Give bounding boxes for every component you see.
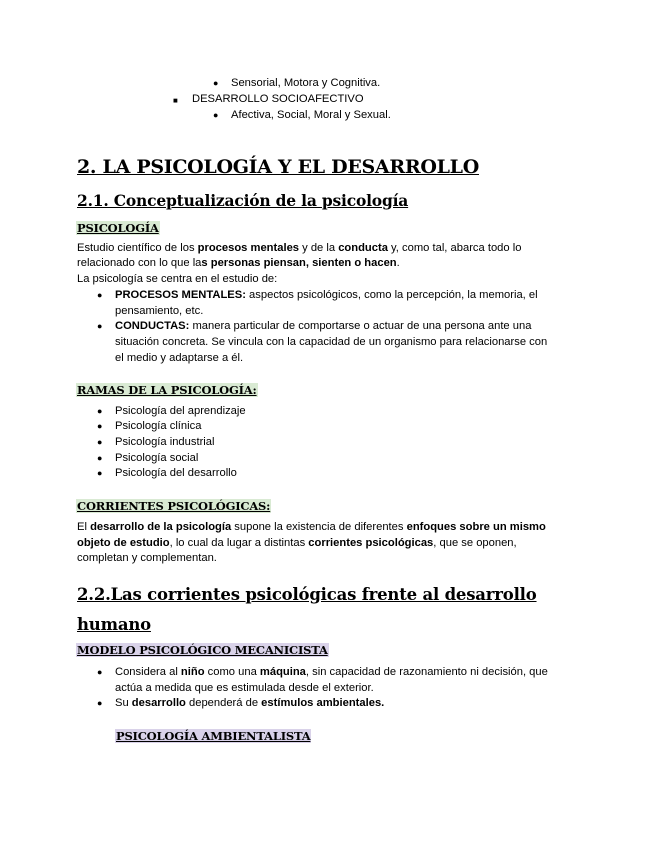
section-title: 2. LA PSICOLOGÍA Y EL DESARROLLO	[77, 156, 479, 178]
bullet-dot: ●	[97, 406, 103, 416]
bullet-dot: ●	[97, 453, 103, 463]
bullet-dot: ●	[97, 437, 103, 447]
list-item: PROCESOS MENTALES: aspectos psicológicos, como la percepción, la memoria, el	[115, 289, 538, 301]
list-item-cont: el medio y adaptarse a él.	[115, 352, 244, 364]
corrientes-line-1: El desarrollo de la psicología supone la existencia de diferentes enfoques sobre un mismo	[77, 521, 546, 533]
list-item: CONDUCTAS: manera particular de comportarse o actuar de una persona ante una	[115, 320, 532, 332]
definition-line-2: relacionado con lo que las personas piensan, sienten o hacen.	[77, 257, 400, 269]
corrientes-line-3: completan y complementan.	[77, 552, 217, 564]
list-item: Su desarrollo dependerá de estímulos ambientales.	[115, 697, 385, 709]
bullet-dot: ●	[97, 667, 103, 677]
bullet-dot: ●	[97, 698, 103, 708]
bullet-dot: ●	[97, 468, 103, 478]
list-subitem: Sensorial, Motora y Cognitiva.	[231, 77, 381, 89]
rama-item: Psicología social	[115, 452, 199, 464]
heading-psicologia: PSICOLOGÍA	[77, 221, 159, 235]
list-item: Considera al niño como una máquina, sin capacidad de razonamiento ni decisión, que	[115, 666, 548, 678]
bullet-dot: ●	[97, 321, 103, 331]
list-item-cont: actúa a medida que es estimulada desde el exterior.	[115, 682, 374, 694]
centro-line: La psicología se centra en el estudio de:	[77, 273, 278, 285]
rama-item: Psicología del aprendizaje	[115, 405, 246, 417]
rama-item: Psicología industrial	[115, 436, 215, 448]
list-subitem: Afectiva, Social, Moral y Sexual.	[231, 109, 391, 121]
bullet-dot: ●	[97, 421, 103, 431]
heading-ambientalista: PSICOLOGÍA AMBIENTALISTA	[116, 729, 311, 743]
subsection-title-cont: humano	[77, 615, 151, 634]
subsection-title: 2.1. Conceptualización de la psicología	[77, 191, 409, 210]
heading-ramas: RAMAS DE LA PSICOLOGÍA:	[77, 383, 257, 397]
bullet-square: ■	[173, 96, 178, 105]
heading-corrientes: CORRIENTES PSICOLÓGICAS:	[77, 499, 271, 513]
list-item: DESARROLLO SOCIOAFECTIVO	[192, 93, 364, 105]
bullet-dot: ●	[213, 110, 219, 120]
heading-mecanicista: MODELO PSICOLÓGICO MECANICISTA	[77, 643, 328, 657]
corrientes-line-2: objeto de estudio, lo cual da lugar a distintas corrientes psicológicas, que se oponen,	[77, 537, 517, 549]
rama-item: Psicología del desarrollo	[115, 467, 237, 479]
subsection-title: 2.2.Las corrientes psicológicas frente al desarrollo	[77, 585, 537, 604]
list-item-cont: situación concreta. Se vincula con la capacidad de un organismo para relacionarse con	[115, 336, 548, 348]
bullet-dot: ●	[213, 78, 219, 88]
bullet-dot: ●	[97, 290, 103, 300]
rama-item: Psicología clínica	[115, 420, 202, 432]
list-item-cont: pensamiento, etc.	[115, 305, 204, 317]
definition-line-1: Estudio científico de los procesos mentales y de la conducta y, como tal, abarca todo lo	[77, 242, 522, 254]
